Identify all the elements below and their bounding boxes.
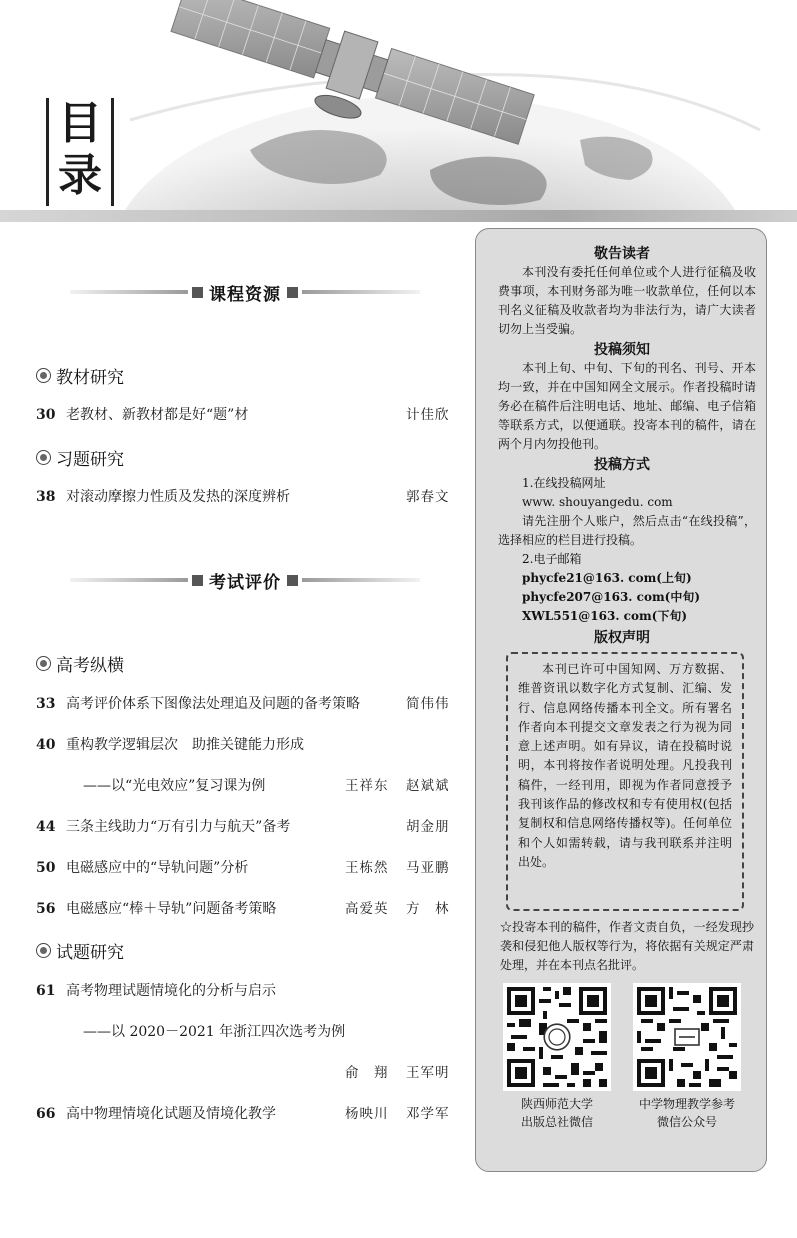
divider-line — [302, 578, 420, 582]
toc-entry[interactable] — [36, 405, 452, 425]
category-label: 习题研究 — [56, 449, 124, 470]
article-title: 重构教学逻辑层次 助推关键能力形成 — [66, 737, 304, 753]
toc-entry[interactable] — [36, 735, 452, 755]
article-title: 高考物理试题情境化的分析与启示 — [66, 983, 276, 999]
section-heading-exam-evaluation — [70, 568, 420, 592]
square-icon — [192, 575, 203, 586]
square-icon — [287, 287, 298, 298]
category-label: 高考纵横 — [56, 655, 124, 676]
article-title: 高中物理情境化试题及情境化教学 — [66, 1106, 276, 1122]
article-title: 对滚动摩擦力性质及发热的深度辨析 — [66, 489, 290, 505]
toc-entry[interactable] — [36, 981, 452, 1001]
notice-submission-title: 投稿须知 — [594, 342, 650, 358]
header-divider — [0, 210, 797, 222]
page-number: 30 — [36, 407, 56, 423]
article-title: 电磁感应“棒＋导轨”问题备考策略 — [66, 901, 277, 917]
article-author: 赵斌斌 — [406, 778, 450, 794]
square-icon — [287, 575, 298, 586]
notice-method-online-note: 请先注册个人账户，然后点击“在线投稿”，选择相应的栏目进行投稿。 — [498, 514, 756, 547]
submission-url-link[interactable]: www. shouyangedu. com — [522, 495, 673, 509]
article-title: 电磁感应中的“导轨问题”分析 — [66, 860, 249, 876]
email-link[interactable]: phycfe207@163. com(中旬) — [522, 590, 701, 604]
qr-code-icon — [503, 983, 611, 1091]
page-number: 66 — [36, 1106, 56, 1122]
article-title: 高考评价体系下图像法处理追及问题的备考策略 — [66, 696, 360, 712]
notice-panel — [475, 228, 767, 1172]
qr-caption-line: 中学物理教学参考 — [638, 1097, 735, 1111]
section-heading-course-resources — [70, 280, 420, 304]
article-title: 三条主线助力“万有引力与航天”备考 — [66, 819, 291, 835]
page-number: 40 — [36, 737, 56, 753]
page-number: 44 — [36, 819, 56, 835]
square-icon — [192, 287, 203, 298]
article-subtitle: ——以“光电效应”复习课为例 — [83, 778, 266, 794]
category-exam-question-research — [36, 938, 124, 962]
notice-warning: ☆投寄本刊的稿件，作者文责自负，一经发现抄袭和侵犯他人版权等行为，将依据有关规定严肃处理，并在本刊点名批评。 — [500, 920, 754, 972]
section-heading-text: 考试评价 — [209, 572, 281, 593]
qr-caption-line: 陕西师范大学 — [520, 1097, 593, 1111]
category-gaokao-overview — [36, 651, 124, 675]
qr-code-icon — [633, 983, 741, 1091]
article-author: 郭春文 — [406, 489, 450, 505]
copyright-text: 本刊已许可中国知网、万方数据、维普资讯以数字化方式复制、汇编、发行、信息网络传播本刊全文。所有署名作者向本刊提交文章发表之行为视为同意上述声明。如有异议，请在投稿时说明，本刊将按作者说明处理。凡投我刊稿件，一经刊用，即视为作者同意授予我刊该作品的修改权和专有使用权(包括复制权和信息网络传播权等)。任何单位和个人如需转载，请与我刊联系并注明出处。 — [518, 662, 732, 869]
article-author: 计佳欣 — [406, 407, 450, 423]
article-author: 杨映川 — [345, 1106, 389, 1122]
article-author: 简伟伟 — [406, 696, 450, 712]
article-author: 邓学军 — [406, 1106, 450, 1122]
qr-code-publisher-wechat[interactable] — [503, 983, 611, 1091]
article-author: 俞 翔 — [345, 1065, 389, 1081]
category-exercise-research — [36, 445, 124, 469]
circle-bullet-icon — [36, 943, 51, 958]
notice-submission-text: 本刊上旬、中旬、下旬的刊名、刊号、开本均一致，并在中国知网全文展示。作者投稿时请务必在稿件后注明电话、地址、邮编、电子信箱等联系方式，以便通联。投寄本刊的稿件，请在两个月内勿投他刊。 — [498, 361, 756, 451]
notice-readers-title: 敬告读者 — [594, 246, 650, 262]
qr-caption-publisher — [487, 1095, 627, 1131]
page-number: 50 — [36, 860, 56, 876]
article-subtitle: ——以 2020－2021 年浙江四次选考为例 — [83, 1024, 346, 1040]
article-author: 王栋然 — [345, 860, 389, 876]
copyright-statement-box — [506, 652, 744, 911]
circle-bullet-icon — [36, 450, 51, 465]
page-number: 38 — [36, 489, 56, 505]
notice-method-email: 2.电子邮箱 — [522, 552, 582, 566]
article-author: 方 林 — [406, 901, 450, 917]
category-textbook-research — [36, 363, 124, 387]
article-author: 胡金朋 — [406, 819, 450, 835]
email-link[interactable]: XWL551@163. com(下旬) — [522, 609, 688, 623]
header-banner — [0, 0, 797, 222]
toc-entry[interactable] — [36, 858, 452, 878]
page-number: 56 — [36, 901, 56, 917]
section-heading-text: 课程资源 — [209, 284, 281, 305]
notice-method-title: 投稿方式 — [594, 457, 650, 473]
article-author: 王军明 — [406, 1065, 450, 1081]
toc-entry[interactable] — [36, 817, 452, 837]
toc-title — [46, 98, 114, 206]
article-author: 马亚鹏 — [406, 860, 450, 876]
circle-bullet-icon — [36, 656, 51, 671]
notice-method-online: 1.在线投稿网址 — [522, 476, 606, 490]
circle-bullet-icon — [36, 368, 51, 383]
toc-entry[interactable] — [36, 487, 452, 507]
toc-title-char: 录 — [58, 150, 102, 201]
article-author: 高爱英 — [345, 901, 389, 917]
qr-code-journal-wechat[interactable] — [633, 983, 741, 1091]
category-label: 教材研究 — [56, 367, 124, 388]
qr-caption-line: 出版总社微信 — [520, 1115, 593, 1129]
toc-entry[interactable] — [36, 1104, 452, 1124]
toc-entry[interactable] — [36, 694, 452, 714]
article-author: 王祥东 — [345, 778, 389, 794]
toc-title-char: 目 — [58, 98, 102, 149]
article-title: 老教材、新教材都是好“题”材 — [66, 407, 249, 423]
satellite-globe-illustration — [0, 0, 797, 222]
divider-line — [70, 290, 188, 294]
qr-caption-journal — [617, 1095, 757, 1131]
notice-copyright-title: 版权声明 — [594, 630, 650, 646]
divider-line — [302, 290, 420, 294]
notice-readers-text: 本刊没有委托任何单位或个人进行征稿及收费事项，本刊财务部为唯一收款单位，任何以本刊名义征稿及收款者均为非法行为，请广大读者切勿上当受骗。 — [498, 265, 756, 336]
email-link[interactable]: phycfe21@163. com(上旬) — [522, 571, 692, 585]
page-number: 61 — [36, 983, 56, 999]
category-label: 试题研究 — [56, 942, 124, 963]
divider-line — [70, 578, 188, 582]
page-number: 33 — [36, 696, 56, 712]
qr-caption-line: 微信公众号 — [656, 1115, 717, 1129]
toc-entry[interactable] — [36, 899, 452, 919]
